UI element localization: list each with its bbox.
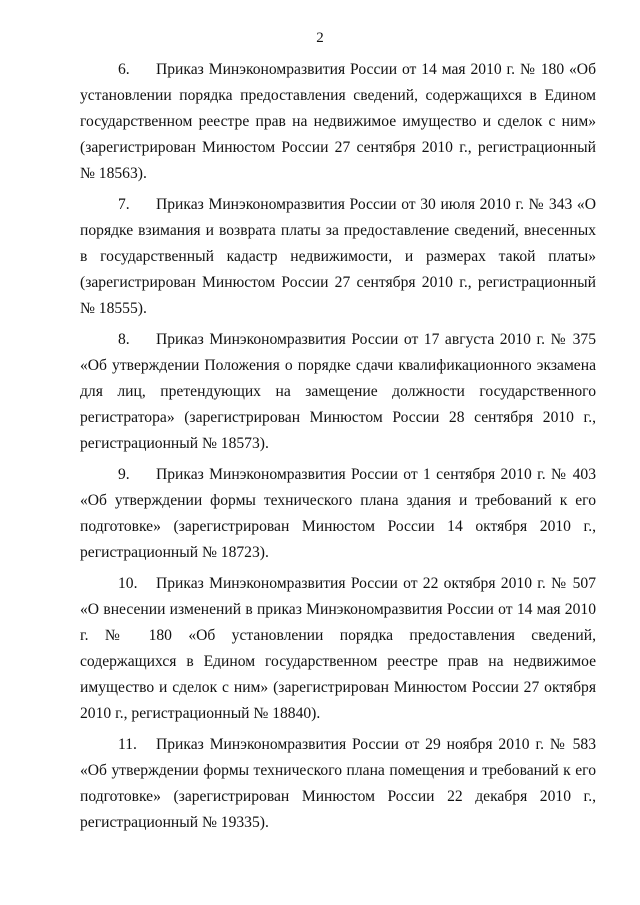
item-number: 11. (118, 736, 137, 753)
list-item-7 (80, 192, 596, 322)
list-item-6 (80, 57, 596, 187)
item-text: Приказ Минэкономразвития России от 17 августа 2010 г. № 375 «Об утверждении Положения о порядке сдачи квалификационного экзамена для лиц, претендующих на замещение должности государственного регистратора» (зарегистрирован Минюстом России 28 сентября 2010 г., регистрационный № 18573). (80, 331, 596, 452)
order-list (80, 57, 596, 841)
item-number: 6. (118, 61, 130, 78)
item-text: Приказ Минэкономразвития России от 22 октября 2010 г. № 507 «О внесении изменений в приказ Минэкономразвития России от 14 мая 2010 г. № 180 «Об установлении порядка предоставления сведений, содержащихся в Едином государственном реестре прав на недвижимое имущество и сделок с ним» (зарегистрирован Минюстом России 27 октября 2010 г., регистрационный № 18840). (80, 575, 596, 722)
list-item-9 (80, 462, 596, 566)
page-number: 2 (316, 30, 324, 46)
item-number: 9. (118, 466, 130, 483)
list-item-10 (80, 571, 596, 727)
item-text: Приказ Минэкономразвития России от 14 мая 2010 г. № 180 «Об установлении порядка предоставления сведений, содержащихся в Едином государственном реестре прав на недвижимое имущество и сделок с ним» (зарегистрирован Минюстом России 27 сентября 2010 г., регистрационный № 18563). (80, 61, 596, 182)
item-text: Приказ Минэкономразвития России от 1 сентября 2010 г. № 403 «Об утверждении формы технического плана здания и требований к его подготовке» (зарегистрирован Минюстом России 14 октября 2010 г., регистрационный № 18723). (80, 466, 596, 561)
item-number: 10. (118, 575, 138, 592)
item-number: 7. (118, 196, 130, 213)
item-text: Приказ Минэкономразвития России от 30 июля 2010 г. № 343 «О порядке взимания и возврата платы за предоставление сведений, внесенных в государственный кадастр недвижимости, и размерах такой платы» (зарегистрирован Минюстом России 27 сентября 2010 г., регистрационный № 18555). (80, 196, 596, 317)
item-text: Приказ Минэкономразвития России от 29 ноября 2010 г. № 583 «Об утверждении формы технического плана помещения и требований к его подготовке» (зарегистрирован Минюстом России 22 декабря 2010 г., регистрационный № 19335). (80, 736, 596, 831)
list-item-11 (80, 732, 596, 836)
item-number: 8. (118, 331, 130, 348)
list-item-8 (80, 327, 596, 457)
